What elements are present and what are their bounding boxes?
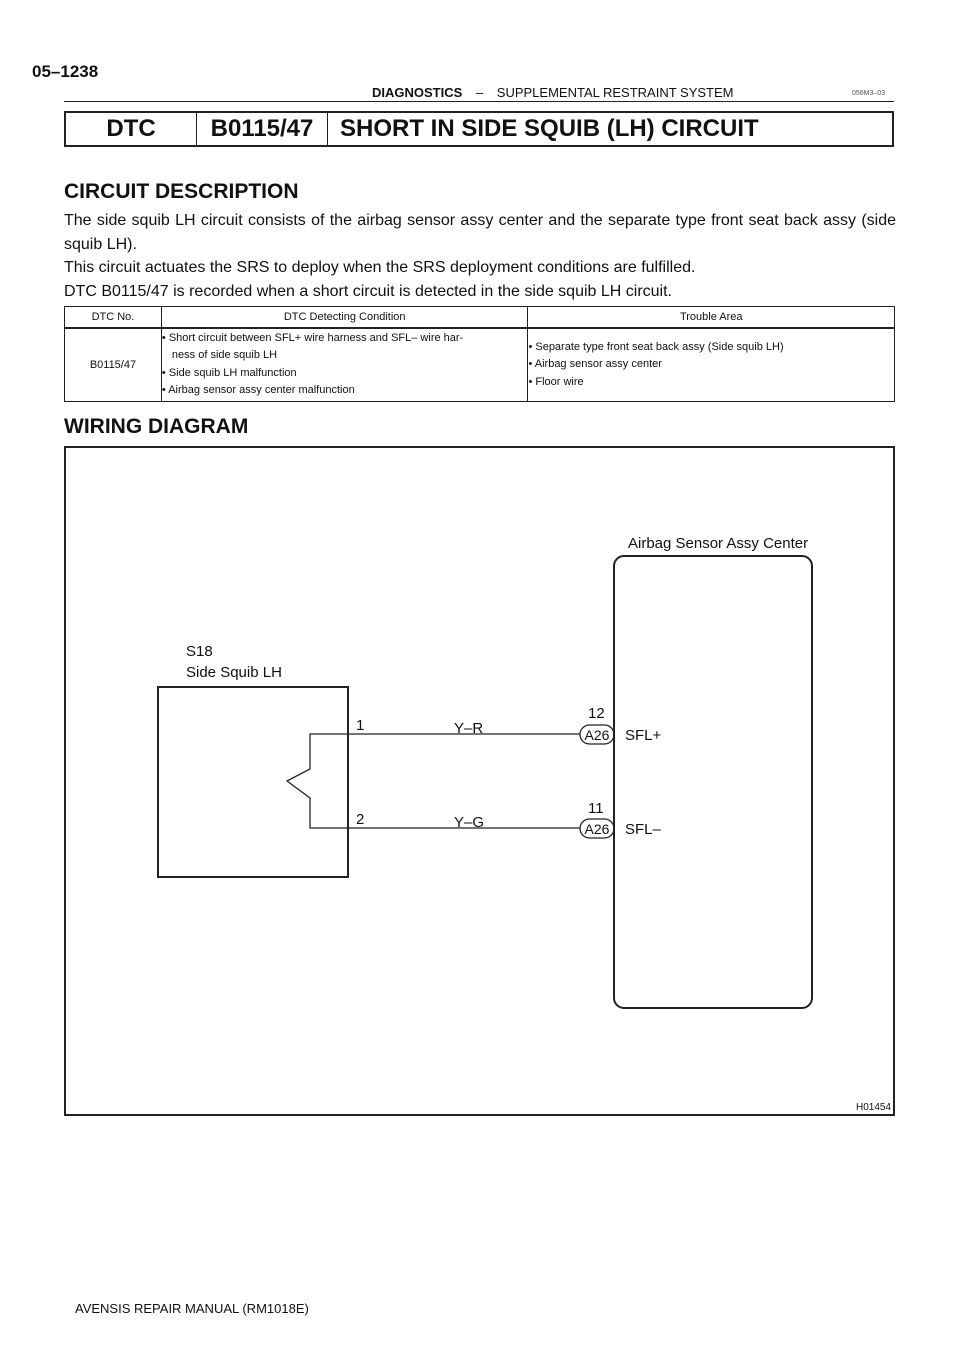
connector-pin-12-label: 12	[588, 705, 605, 722]
dtc-description: SHORT IN SIDE SQUIB (LH) CIRCUIT	[340, 115, 759, 142]
subsection-name: SUPPLEMENTAL RESTRAINT SYSTEM	[496, 85, 734, 100]
column-header-dtc-no: DTC No.	[65, 307, 162, 329]
wiring-diagram-heading: WIRING DIAGRAM	[64, 415, 249, 438]
connector-pin-11-label: 11	[588, 800, 604, 817]
column-header-trouble-area: Trouble Area	[528, 307, 895, 329]
condition-item: ness of side squib LH	[171, 349, 278, 362]
condition-item: • Short circuit between SFL+ wire harness and SFL– wire har-	[161, 331, 464, 344]
dtc-table	[64, 306, 895, 402]
section-header	[372, 85, 733, 100]
connector-code-label: A26	[584, 821, 610, 837]
document-code: 056M3–03	[852, 90, 886, 97]
dtc-number-cell: B0115/47	[65, 328, 162, 401]
condition-item: • Side squib LH malfunction	[161, 366, 297, 379]
detecting-condition-cell	[161, 328, 528, 401]
dtc-title-box	[64, 111, 894, 147]
squib-pin-1-label: 1	[356, 717, 365, 734]
header-separator: –	[475, 85, 484, 100]
side-squib-box	[158, 687, 348, 877]
dtc-code: B0115/47	[197, 113, 328, 145]
description-paragraph: The side squib LH circuit consists of the airbag sensor assy center and the separate type front seat back assy (side squib LH).	[64, 212, 896, 253]
terminal-sfl-plus-label: SFL+	[625, 727, 662, 744]
squib-element-symbol	[287, 734, 582, 828]
description-paragraph: DTC B0115/47 is recorded when a short circuit is detected in the side squib LH circuit.	[64, 282, 672, 300]
header-rule	[64, 101, 894, 102]
squib-pin-2-label: 2	[356, 811, 365, 828]
trouble-area-item: • Separate type front seat back assy (Side squib LH)	[528, 340, 784, 353]
airbag-sensor-assy-center-box	[614, 556, 812, 1008]
section-name: DIAGNOSTICS	[372, 85, 463, 100]
page-number: 05–1238	[32, 62, 99, 81]
squib-code-label: S18	[186, 643, 213, 660]
circuit-description-heading: CIRCUIT DESCRIPTION	[64, 180, 299, 203]
description-paragraph: This circuit actuates the SRS to deploy when the SRS deployment conditions are fulfilled.	[64, 259, 696, 276]
trouble-area-item: • Airbag sensor assy center	[528, 358, 662, 370]
sensor-name-label: Airbag Sensor Assy Center	[628, 535, 809, 552]
column-header-condition: DTC Detecting Condition	[161, 307, 528, 329]
wire-color-y-g: Y–G	[454, 814, 485, 831]
dtc-label: DTC	[66, 113, 197, 145]
terminal-sfl-minus-label: SFL–	[625, 821, 661, 838]
wire-color-y-r: Y–R	[454, 720, 484, 737]
table-header-row	[65, 307, 895, 329]
squib-name-label: Side Squib LH	[186, 664, 282, 681]
footer-manual: AVENSIS REPAIR MANUAL (RM1018E)	[75, 1301, 309, 1316]
wiring-diagram	[64, 446, 895, 1116]
connector-code-label: A26	[584, 727, 610, 743]
circuit-description-body	[64, 209, 896, 303]
figure-id: H01454	[855, 1102, 891, 1113]
wiring-diagram-svg	[66, 448, 893, 1114]
trouble-area-cell	[528, 328, 895, 401]
condition-item: • Airbag sensor assy center malfunction	[161, 384, 355, 397]
table-row	[65, 328, 895, 401]
trouble-area-item: • Floor wire	[528, 375, 584, 388]
